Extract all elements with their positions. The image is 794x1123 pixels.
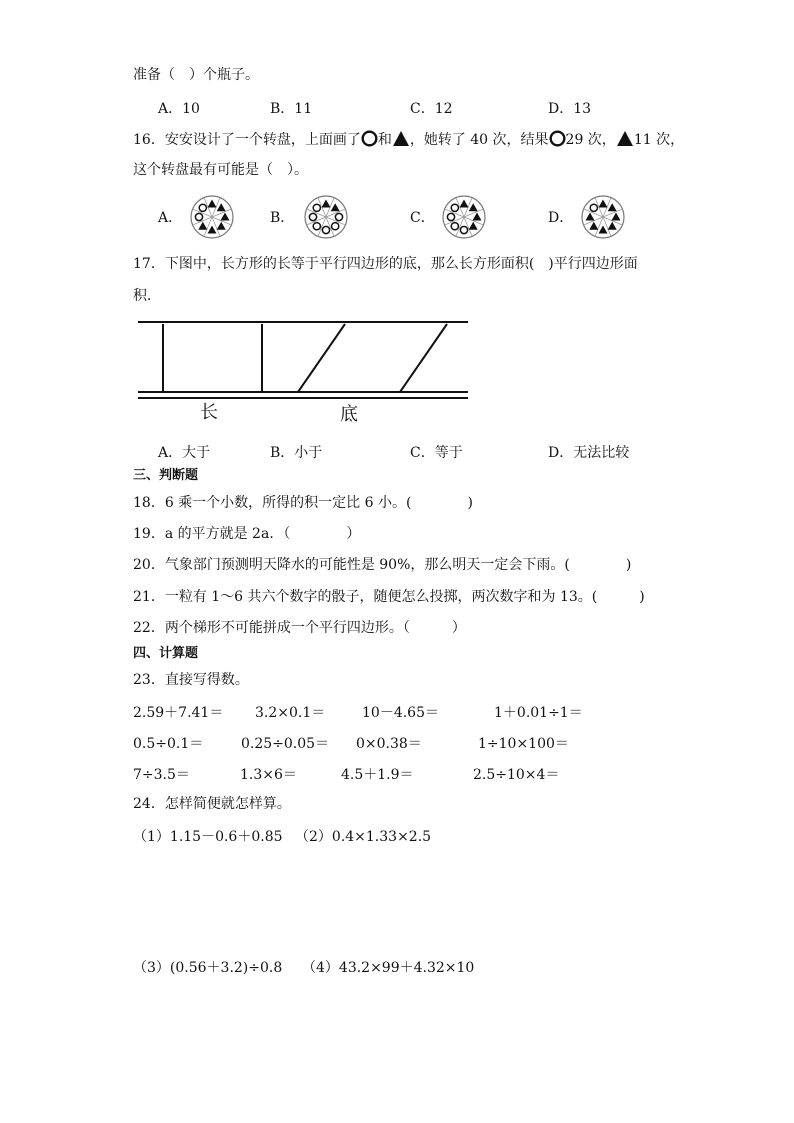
calc-item[interactable]: 0.25÷0.05＝ <box>241 736 330 752</box>
simplify-item[interactable]: （1）1.15－0.6＋0.85 <box>133 829 283 845</box>
simplify-item[interactable]: （4）43.2×99＋4.32×10 <box>302 960 475 976</box>
q15-stem-end: 准备（ ）个瓶子。 <box>133 67 259 83</box>
calc-item[interactable]: 4.5＋1.9＝ <box>341 767 414 783</box>
section-title-calculation: 四、计算题 <box>133 646 199 661</box>
q16-option-letter-d[interactable]: D． <box>548 210 574 226</box>
q16-line2: 这个转盘最有可能是（ ）。 <box>133 162 308 178</box>
calc-item[interactable]: 3.2×0.1＝ <box>255 705 326 721</box>
parallelogram-left-side <box>298 324 345 392</box>
calc-item[interactable]: 2.5÷10×4＝ <box>473 767 560 783</box>
circle-icon <box>549 130 566 147</box>
rectangle-parallelogram-figure <box>132 316 476 428</box>
calc-item[interactable]: 10－4.65＝ <box>362 705 439 721</box>
q16-option-letter-b[interactable]: B． <box>270 210 295 226</box>
parallelogram-right-side <box>400 324 447 392</box>
judge-item[interactable]: 22．两个梯形不可能拼成一个平行四边形。（ ） <box>133 620 466 636</box>
calc-item[interactable]: 1＋0.01÷1＝ <box>494 705 583 721</box>
q23-title: 23．直接写得数。 <box>133 672 249 688</box>
q17-option-c[interactable]: C．等于 <box>410 445 463 461</box>
q17-line2: 积． <box>133 288 161 304</box>
calc-item[interactable]: 7÷3.5＝ <box>133 767 190 783</box>
judge-item[interactable]: 20．气象部门预测明天降水的可能性是 90%，那么明天一定会下雨。( ) <box>133 557 632 573</box>
q16-line1-c: ，她转了 40 次，结果 <box>409 132 549 148</box>
length-label: 长 <box>200 402 218 423</box>
judge-item[interactable]: 21．一粒有 1～6 共六个数字的骰子，随便怎么投掷，两次数字和为 13。( ) <box>133 589 645 605</box>
spinner-c[interactable] <box>441 194 487 240</box>
simplify-item[interactable]: （3）(0.56＋3.2)÷0.8 <box>133 960 283 976</box>
judge-item[interactable]: 18．6 乘一个小数，所得的积一定比 6 小。( ) <box>133 495 473 511</box>
calc-item[interactable]: 0.5÷0.1＝ <box>133 736 204 752</box>
base-label: 底 <box>340 404 358 425</box>
triangle-icon <box>392 130 410 147</box>
q16-line1-b: 和 <box>377 132 392 148</box>
circle-icon <box>361 130 378 147</box>
q17-option-d[interactable]: D．无法比较 <box>548 445 630 461</box>
calc-item[interactable]: 1.3×6＝ <box>240 767 297 783</box>
triangle-icon <box>616 130 634 147</box>
q15-option-a[interactable]: A．10 <box>158 101 200 117</box>
simplify-item[interactable]: （2）0.4×1.33×2.5 <box>295 829 432 845</box>
judge-item[interactable]: 19．a 的平方就是 2a．（ ） <box>133 526 361 542</box>
spinner-b[interactable] <box>303 194 349 240</box>
spinner-a[interactable] <box>189 194 235 240</box>
q24-title: 24．怎样简便就怎样算。 <box>133 796 291 812</box>
calc-item[interactable]: 1÷10×100＝ <box>478 736 569 752</box>
q16-line1-e: 11 次， <box>633 132 685 148</box>
section-title-judgment: 三、判断题 <box>133 468 199 483</box>
spinner-d[interactable] <box>580 194 626 240</box>
q15-option-b[interactable]: B．11 <box>270 101 313 117</box>
q15-option-d[interactable]: D．13 <box>548 101 592 117</box>
q16-option-letter-a[interactable]: A． <box>158 210 183 226</box>
q16-option-letter-c[interactable]: C． <box>410 210 435 226</box>
calc-item[interactable]: 0×0.38＝ <box>356 736 422 752</box>
q16-line1-d: 29 次， <box>565 132 616 148</box>
q17-option-b[interactable]: B．小于 <box>270 445 323 461</box>
q15-option-c[interactable]: C．12 <box>410 101 453 117</box>
q17-option-a[interactable]: A．大于 <box>158 445 211 461</box>
calc-item[interactable]: 2.59＋7.41＝ <box>133 705 224 721</box>
q17-line1: 17．下图中，长方形的长等于平行四边形的底，那么长方形面积( )平行四边形面 <box>133 256 638 272</box>
q16-line1-a: 16．安安设计了一个转盘，上面画了 <box>133 132 361 148</box>
q16-line1 <box>133 130 684 149</box>
